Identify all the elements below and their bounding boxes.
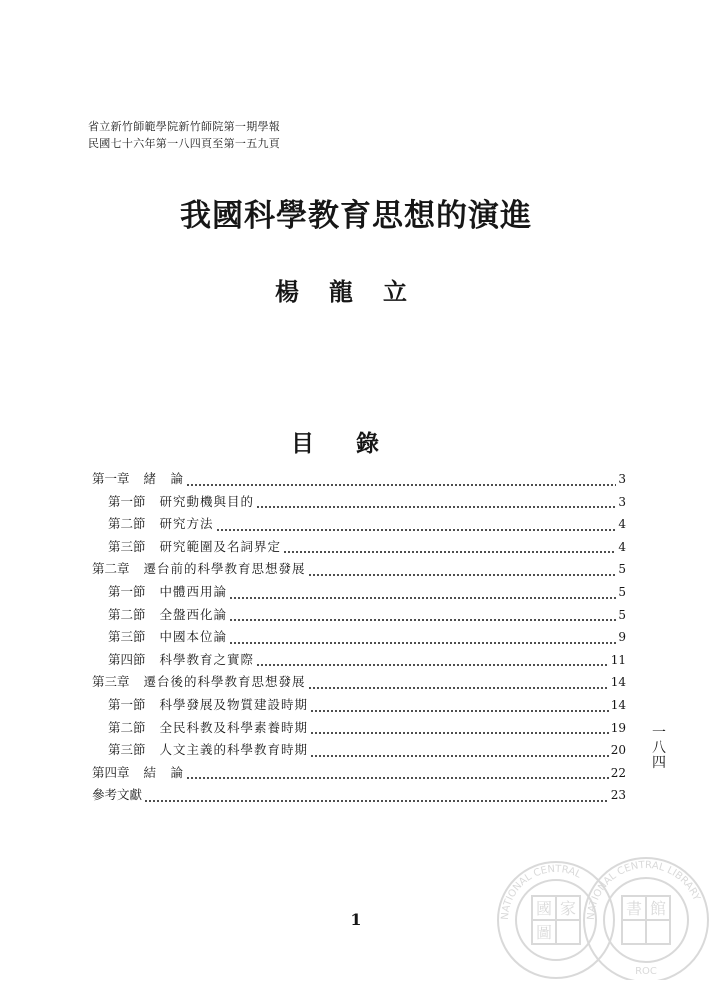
toc-entry (92, 514, 626, 537)
toc-entry-page: 22 (610, 765, 626, 780)
toc-leader-dots (256, 663, 609, 667)
seal-character: 書 (625, 899, 643, 918)
toc-leader-dots (283, 550, 616, 554)
toc-entry-page: 11 (610, 652, 626, 667)
toc-leader-dots (256, 505, 616, 509)
toc-leader-dots (308, 686, 609, 690)
library-stamps (486, 850, 712, 980)
toc-entry (92, 740, 626, 763)
toc-entry (92, 627, 626, 650)
toc-leader-dots (229, 596, 616, 600)
toc-entry-title: 全盤西化論 (159, 606, 228, 622)
toc-entry (92, 718, 626, 741)
toc-entry-page: 4 (618, 539, 626, 554)
seal-character: 圖 (535, 923, 553, 942)
toc-entry-number: 第一章 (92, 471, 130, 486)
toc-entry-number: 第三節 (108, 629, 146, 645)
side-page-number (651, 726, 667, 771)
toc-entry-number: 第三節 (108, 742, 146, 758)
toc-leader-dots (216, 528, 617, 532)
toc-entry-page: 3 (618, 494, 626, 509)
toc-entry-page: 3 (618, 472, 626, 486)
toc-entry (92, 650, 626, 673)
toc-heading: 目錄 (291, 430, 421, 457)
page-number: 1 (350, 910, 362, 929)
toc-entry-title: 研究方法 (159, 516, 214, 532)
seal-left-arc-text: NATIONAL CENTRAL (499, 863, 583, 921)
toc-entry-title: 人文主義的科學教育時期 (159, 742, 309, 758)
toc-entry (92, 469, 626, 492)
toc-entry-number: 第二節 (108, 719, 146, 735)
toc-entry-page: 5 (618, 607, 626, 622)
toc-leader-dots (186, 483, 616, 487)
toc-entry-title: 中體西用論 (159, 583, 228, 599)
side-page-char: 一 (652, 725, 666, 741)
toc-entry-number: 第一節 (108, 696, 146, 712)
toc-entry-page: 14 (610, 697, 626, 712)
seal-right-arc-text: NATIONAL CENTRAL LIBRARY (585, 859, 702, 921)
toc-entry-number: 第四章 (92, 764, 130, 780)
seal-character: 館 (649, 899, 667, 918)
toc-entry-number: 第二節 (108, 606, 146, 622)
toc-leader-dots (310, 754, 609, 758)
library-seal-right (584, 858, 708, 980)
toc-leader-dots (310, 731, 609, 735)
toc-entry-number: 第三節 (108, 538, 146, 554)
toc-leader-dots (310, 709, 609, 713)
toc-leader-dots (229, 618, 616, 622)
toc-entry (92, 605, 626, 628)
toc-leader-dots (186, 776, 609, 780)
toc-entry-page: 19 (610, 720, 626, 735)
toc-entry-page: 5 (618, 584, 626, 599)
source-line-2: 民國七十六年第一八四頁至第一五九頁 (88, 137, 281, 150)
seal-character: 國 (535, 899, 553, 918)
side-page-char: 八 (652, 740, 666, 756)
source-citation (88, 118, 280, 152)
toc-entry-title: 全民科教及科學素養時期 (159, 719, 309, 735)
toc-entry (92, 582, 626, 605)
toc-entry-page: 14 (610, 675, 626, 690)
toc-entry-page: 5 (618, 562, 626, 577)
toc-entry-page: 23 (610, 788, 626, 803)
seal-bottom-text: ROC (635, 966, 657, 977)
toc-entry (92, 672, 626, 695)
toc-leader-dots (144, 799, 609, 803)
source-line-1: 省立新竹師範學院新竹師院第一期學報 (88, 120, 281, 133)
toc-entry-title: 研究範圍及名詞界定 (159, 538, 282, 554)
toc-entry-title: 結 論 (143, 764, 185, 780)
toc-entry-title: 緒 論 (143, 471, 185, 486)
toc-entry (92, 785, 626, 808)
toc-entry-number: 第四節 (108, 651, 146, 667)
toc-leader-dots (308, 573, 617, 577)
toc-entry-number: 參考文獻 (92, 787, 143, 803)
toc-entry-page: 20 (610, 743, 626, 758)
toc-entry-title: 科學發展及物質建設時期 (159, 696, 309, 712)
toc-entry (92, 763, 626, 786)
author-name: 楊龍立 (275, 277, 437, 306)
toc-entry-page: 4 (618, 517, 626, 532)
seal-character: 家 (559, 899, 577, 918)
toc-entry-title: 遷台後的科學教育思想發展 (143, 674, 306, 690)
table-of-contents (92, 469, 626, 808)
toc-entry-number: 第三章 (92, 674, 130, 690)
toc-entry-number: 第一節 (108, 493, 146, 509)
toc-entry-title: 遷台前的科學教育思想發展 (143, 561, 306, 577)
toc-entry-title: 科學教育之實際 (159, 651, 255, 667)
article-title: 我國科學教育思想的演進 (180, 198, 532, 234)
toc-entry-number: 第二章 (92, 561, 130, 577)
toc-entry (92, 492, 626, 515)
toc-leader-dots (229, 641, 616, 645)
toc-entry-title: 中國本位論 (159, 629, 228, 645)
toc-entry (92, 695, 626, 718)
toc-entry (92, 537, 626, 560)
side-page-char: 四 (652, 755, 666, 771)
toc-entry (92, 559, 626, 582)
toc-entry-page: 9 (618, 630, 626, 645)
toc-entry-title: 研究動機與目的 (159, 493, 255, 509)
toc-entry-number: 第一節 (108, 583, 146, 599)
toc-entry-number: 第二節 (108, 516, 146, 532)
